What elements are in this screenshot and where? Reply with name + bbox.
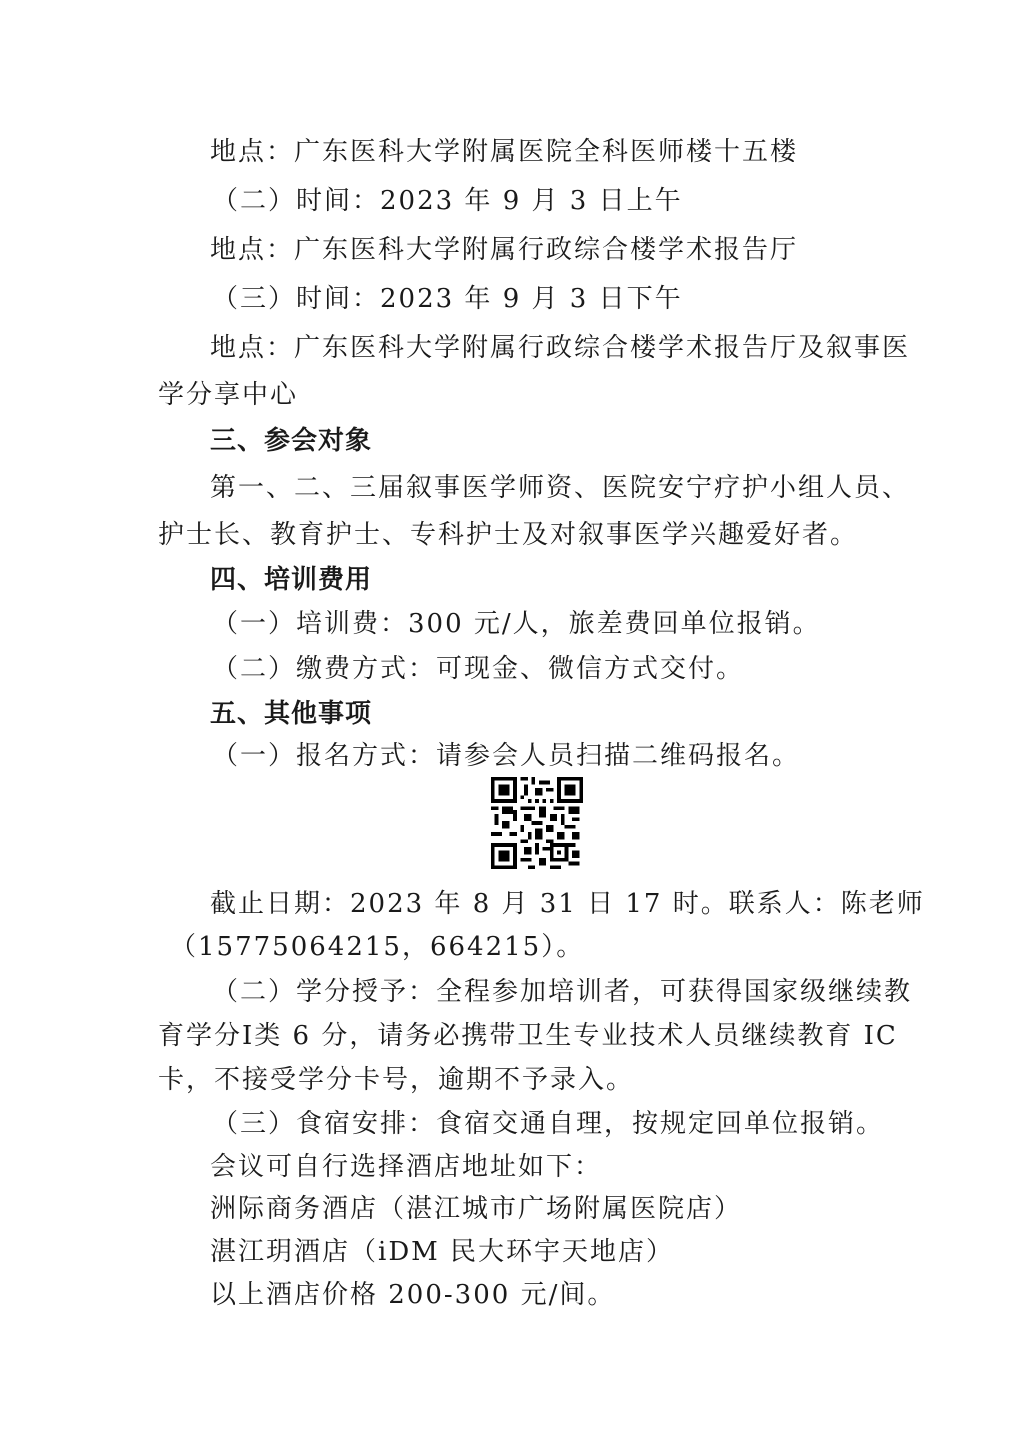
accommodation-text: （三）食宿安排：食宿交通自理，按规定回单位报销。 <box>212 1109 885 1139</box>
section-heading-attendees: 三、参会对象 <box>210 426 373 456</box>
hotel-item-2: 湛江玥酒店（iDM 民大环宇天地店） <box>210 1237 675 1267</box>
venue-line-2: 地点：广东医科大学附属行政综合楼学术报告厅 <box>210 235 799 265</box>
hotel-intro-text: 会议可自行选择酒店地址如下： <box>210 1152 603 1182</box>
credits-text-1: （二）学分授予：全程参加培训者，可获得国家级继续教 <box>212 977 913 1007</box>
credits-text-3: 卡，不接受学分卡号，逾期不予录入。 <box>158 1065 635 1095</box>
hotel-item-1: 洲际商务酒店（湛江城市广场附属医院店） <box>210 1194 743 1224</box>
deadline-text: 截止日期：2023 年 8 月 31 日 17 时。联系人：陈老师 <box>210 889 925 919</box>
hotel-price-text: 以上酒店价格 200-300 元/间。 <box>210 1280 616 1310</box>
venue-line-3-cont: 学分享中心 <box>158 380 299 410</box>
fees-text-1: （一）培训费：300 元/人，旅差费回单位报销。 <box>212 609 821 639</box>
attendees-text-1: 第一、二、三届叙事医学师资、医院安宁疗护小组人员、 <box>210 473 911 503</box>
time-line-2: （二）时间：2023 年 9 月 3 日上午 <box>212 186 683 216</box>
section-heading-other: 五、其他事项 <box>210 699 373 729</box>
section-heading-fees: 四、培训费用 <box>210 565 373 595</box>
time-line-3: （三）时间：2023 年 9 月 3 日下午 <box>212 284 683 314</box>
venue-line-3: 地点：广东医科大学附属行政综合楼学术报告厅及叙事医 <box>210 333 911 363</box>
contact-phone-text: （15775064215，664215）。 <box>170 932 585 962</box>
fees-text-2: （二）缴费方式：可现金、微信方式交付。 <box>212 654 745 684</box>
venue-line-1: 地点：广东医科大学附属医院全科医师楼十五楼 <box>210 137 799 167</box>
qr-code-icon[interactable] <box>491 777 583 869</box>
credits-text-2: 育学分Ⅰ类 6 分，请务必携带卫生专业技术人员继续教育 IC <box>158 1021 898 1051</box>
registration-text: （一）报名方式：请参会人员扫描二维码报名。 <box>212 741 801 771</box>
attendees-text-2: 护士长、教育护士、专科护士及对叙事医学兴趣爱好者。 <box>158 520 859 550</box>
